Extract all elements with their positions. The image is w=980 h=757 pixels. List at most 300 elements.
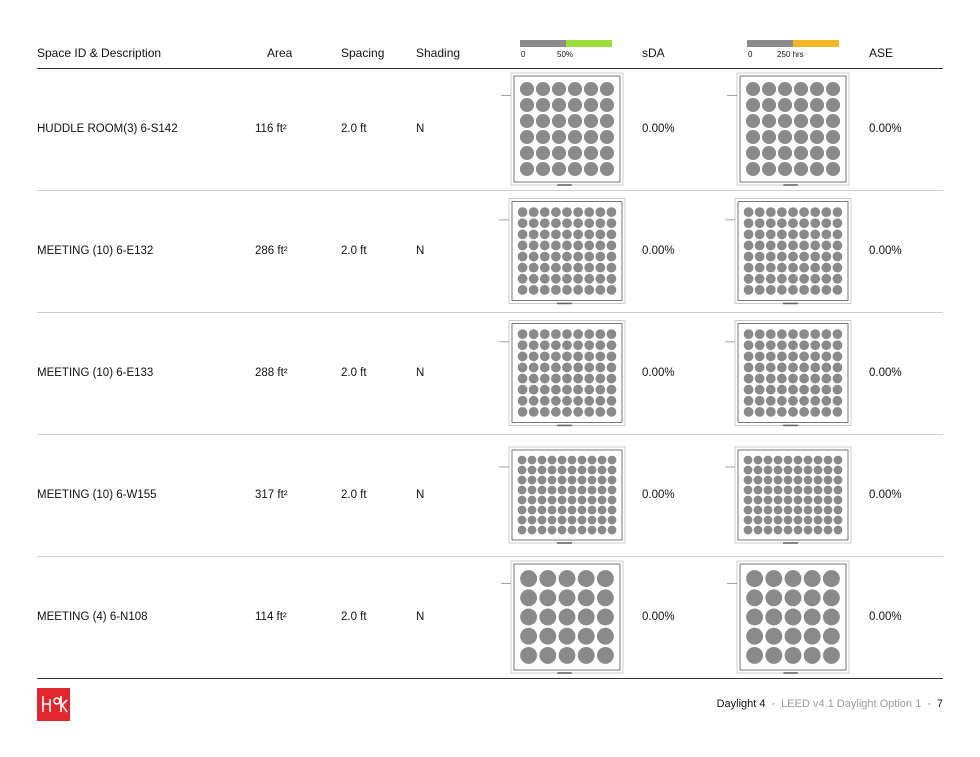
ase-value: 0.00% xyxy=(869,123,902,135)
sensor-point xyxy=(539,589,556,606)
sensor-point xyxy=(558,466,567,475)
sensor-point xyxy=(584,263,594,273)
sensor-point xyxy=(834,456,843,465)
sensor-point xyxy=(529,241,539,251)
sensor-point xyxy=(597,609,614,626)
sensor-point xyxy=(788,263,798,273)
sensor-point xyxy=(746,647,763,664)
sensor-point xyxy=(608,476,617,485)
sensor-point xyxy=(744,486,753,495)
sensor-point xyxy=(548,476,557,485)
sensor-point xyxy=(540,263,550,273)
sensor-point xyxy=(810,351,820,361)
sensor-point xyxy=(529,274,539,284)
sensor-point xyxy=(551,252,561,262)
ase-floor-plan xyxy=(723,312,863,434)
sda-value: 0.00% xyxy=(642,245,675,257)
sensor-point xyxy=(597,647,614,664)
sensor-point xyxy=(778,130,792,144)
sensor-point xyxy=(528,526,537,535)
sensor-point xyxy=(754,526,763,535)
sensor-point xyxy=(551,329,561,339)
sensor-point xyxy=(744,252,754,262)
sensor-point xyxy=(788,329,798,339)
sensor-point xyxy=(562,252,572,262)
sensor-point xyxy=(754,466,763,475)
shading-value: N xyxy=(416,611,425,623)
sensor-point xyxy=(814,466,823,475)
spacing-value: 2.0 ft xyxy=(341,367,367,379)
sensor-point xyxy=(573,252,583,262)
sensor-point xyxy=(595,363,605,373)
sensor-point xyxy=(821,263,831,273)
table-row xyxy=(37,434,943,557)
ase-floor-plan xyxy=(723,434,863,556)
sensor-point xyxy=(804,496,813,505)
sensor-point xyxy=(799,351,809,361)
sensor-point xyxy=(529,252,539,262)
sensor-point xyxy=(529,351,539,361)
sensor-point xyxy=(568,98,582,112)
sensor-point xyxy=(540,385,550,395)
sensor-point xyxy=(821,252,831,262)
sensor-point xyxy=(568,146,582,160)
sensor-point xyxy=(794,456,803,465)
ase-value: 0.00% xyxy=(869,489,902,501)
sensor-point xyxy=(518,229,528,239)
footer-separator: · xyxy=(771,698,776,710)
sensor-point xyxy=(568,456,577,465)
sensor-point xyxy=(588,516,597,525)
sensor-point xyxy=(764,476,773,485)
sensor-point xyxy=(788,340,798,350)
sensor-point xyxy=(529,340,539,350)
sensor-point xyxy=(788,229,798,239)
col-spacing-header: Spacing xyxy=(341,46,385,60)
sensor-point xyxy=(518,263,528,273)
sda-value: 0.00% xyxy=(642,611,675,623)
sensor-point xyxy=(766,363,776,373)
sensor-point xyxy=(777,218,787,228)
ase-legend-min: 0 xyxy=(748,50,753,59)
sensor-point xyxy=(608,456,617,465)
sensor-point xyxy=(562,351,572,361)
sensor-point xyxy=(518,466,527,475)
sensor-point xyxy=(794,486,803,495)
sensor-point xyxy=(598,496,607,505)
sensor-point xyxy=(766,396,776,406)
sensor-point xyxy=(810,329,820,339)
sensor-point xyxy=(518,374,528,384)
sensor-point xyxy=(744,374,754,384)
sensor-point xyxy=(799,329,809,339)
sensor-point xyxy=(584,385,594,395)
sda-floor-plan xyxy=(497,312,637,434)
sensor-point xyxy=(538,526,547,535)
sensor-point xyxy=(821,229,831,239)
sensor-point xyxy=(766,229,776,239)
sensor-point xyxy=(774,476,783,485)
sensor-point xyxy=(824,506,833,515)
sensor-point xyxy=(794,466,803,475)
sensor-point xyxy=(810,385,820,395)
sensor-point xyxy=(600,146,614,160)
sensor-point xyxy=(784,526,793,535)
sensor-point xyxy=(529,385,539,395)
sensor-point xyxy=(578,628,595,645)
sensor-point xyxy=(765,647,782,664)
sensor-point xyxy=(744,396,754,406)
sensor-point xyxy=(799,407,809,417)
sensor-point xyxy=(518,476,527,485)
sensor-point xyxy=(744,363,754,373)
sensor-point xyxy=(777,285,787,295)
sensor-point xyxy=(538,456,547,465)
sensor-point xyxy=(529,207,539,217)
sensor-point xyxy=(518,516,527,525)
sensor-point xyxy=(754,476,763,485)
sensor-point xyxy=(551,385,561,395)
sensor-point xyxy=(754,486,763,495)
sensor-point xyxy=(562,229,572,239)
sensor-point xyxy=(529,229,539,239)
sensor-point xyxy=(810,285,820,295)
sensor-point xyxy=(607,329,617,339)
sensor-point xyxy=(578,589,595,606)
sensor-point xyxy=(552,114,566,128)
sensor-point xyxy=(578,506,587,515)
sensor-point xyxy=(788,374,798,384)
sensor-point xyxy=(778,98,792,112)
sensor-point xyxy=(777,241,787,251)
sensor-point xyxy=(595,252,605,262)
sensor-point xyxy=(794,476,803,485)
footer-section: Daylight 4 xyxy=(716,698,766,710)
sensor-point xyxy=(814,476,823,485)
sensor-point xyxy=(777,229,787,239)
sensor-point xyxy=(744,218,754,228)
sensor-point xyxy=(799,207,809,217)
sensor-point xyxy=(598,456,607,465)
footer-breadcrumb xyxy=(717,698,943,710)
sensor-point xyxy=(562,374,572,384)
sensor-point xyxy=(764,456,773,465)
ase-floor-plan xyxy=(723,556,863,678)
sensor-point xyxy=(823,628,840,645)
sensor-point xyxy=(799,396,809,406)
sensor-point xyxy=(804,526,813,535)
sensor-point xyxy=(578,496,587,505)
sensor-point xyxy=(834,486,843,495)
sensor-point xyxy=(834,506,843,515)
sensor-point xyxy=(762,130,776,144)
sensor-point xyxy=(529,263,539,273)
ase-value: 0.00% xyxy=(869,611,902,623)
sensor-point xyxy=(529,218,539,228)
sensor-point xyxy=(834,496,843,505)
sensor-point xyxy=(540,274,550,284)
sensor-point xyxy=(562,329,572,339)
sensor-point xyxy=(810,114,824,128)
sensor-point xyxy=(595,374,605,384)
sensor-point xyxy=(744,207,754,217)
sensor-point xyxy=(536,114,550,128)
sensor-point xyxy=(551,241,561,251)
sensor-point xyxy=(536,146,550,160)
sensor-point xyxy=(558,476,567,485)
sensor-point xyxy=(799,340,809,350)
sensor-point xyxy=(794,162,808,176)
sensor-point xyxy=(777,274,787,284)
sensor-point xyxy=(799,252,809,262)
sensor-point xyxy=(529,329,539,339)
sensor-point xyxy=(536,82,550,96)
sensor-point xyxy=(764,496,773,505)
sensor-point xyxy=(584,218,594,228)
sensor-point xyxy=(584,241,594,251)
col-area-header: Area xyxy=(267,46,293,60)
ase-floor-plan xyxy=(723,190,863,312)
sensor-point xyxy=(538,476,547,485)
sensor-point xyxy=(821,385,831,395)
sensor-point xyxy=(744,285,754,295)
room-outer-wall xyxy=(735,447,851,543)
spacing-value: 2.0 ft xyxy=(341,123,367,135)
sensor-point xyxy=(540,374,550,384)
sensor-point xyxy=(528,466,537,475)
sensor-point xyxy=(600,114,614,128)
sensor-point xyxy=(518,407,528,417)
sensor-point xyxy=(595,351,605,361)
sensor-point xyxy=(573,396,583,406)
sensor-point xyxy=(540,252,550,262)
sensor-point xyxy=(824,466,833,475)
sensor-point xyxy=(558,456,567,465)
sda-value: 0.00% xyxy=(642,367,675,379)
sensor-point xyxy=(810,252,820,262)
sensor-point xyxy=(595,263,605,273)
sensor-point xyxy=(539,609,556,626)
sensor-point xyxy=(518,218,528,228)
sensor-point xyxy=(764,466,773,475)
col-shading-header: Shading xyxy=(416,46,461,60)
sensor-point xyxy=(766,274,776,284)
sensor-point xyxy=(597,589,614,606)
sensor-point xyxy=(584,114,598,128)
sensor-point xyxy=(785,609,802,626)
sensor-point xyxy=(520,589,537,606)
room-wall xyxy=(738,450,848,540)
sensor-point xyxy=(810,207,820,217)
sensor-point xyxy=(824,526,833,535)
sensor-point xyxy=(573,263,583,273)
sensor-point xyxy=(595,285,605,295)
sensor-point xyxy=(518,252,528,262)
sensor-point xyxy=(548,456,557,465)
sensor-point xyxy=(607,252,617,262)
sensor-point xyxy=(562,263,572,273)
sensor-point xyxy=(578,570,595,587)
sensor-point xyxy=(755,385,765,395)
sda-value: 0.00% xyxy=(642,489,675,501)
sensor-point xyxy=(744,407,754,417)
sensor-point xyxy=(539,628,556,645)
sensor-point xyxy=(744,340,754,350)
sensor-point xyxy=(804,486,813,495)
sensor-point xyxy=(552,162,566,176)
sensor-point xyxy=(821,241,831,251)
sensor-point xyxy=(559,589,576,606)
sensor-point xyxy=(518,285,528,295)
sensor-point xyxy=(518,329,528,339)
sensor-point xyxy=(578,486,587,495)
sensor-point xyxy=(568,82,582,96)
sensor-point xyxy=(588,526,597,535)
sensor-point xyxy=(799,263,809,273)
sensor-point xyxy=(788,274,798,284)
sensor-point xyxy=(518,486,527,495)
sensor-point xyxy=(799,374,809,384)
sensor-point xyxy=(568,476,577,485)
sensor-point xyxy=(568,162,582,176)
sensor-point xyxy=(777,407,787,417)
sensor-point xyxy=(573,407,583,417)
sensor-point xyxy=(588,456,597,465)
sensor-point xyxy=(774,516,783,525)
sensor-point xyxy=(573,229,583,239)
sensor-point xyxy=(766,329,776,339)
shading-value: N xyxy=(416,245,425,257)
sensor-point xyxy=(774,496,783,505)
sensor-point xyxy=(595,396,605,406)
sensor-point xyxy=(833,385,843,395)
sensor-point xyxy=(784,456,793,465)
sensor-point xyxy=(755,241,765,251)
sensor-point xyxy=(766,252,776,262)
sensor-point xyxy=(608,496,617,505)
sensor-point xyxy=(600,130,614,144)
space-id: MEETING (10) 6-E133 xyxy=(37,367,154,379)
sensor-point xyxy=(518,496,527,505)
sensor-point xyxy=(562,340,572,350)
sensor-point xyxy=(607,285,617,295)
sensor-point xyxy=(548,496,557,505)
sensor-point xyxy=(551,274,561,284)
sensor-point xyxy=(804,516,813,525)
sensor-point xyxy=(595,274,605,284)
sensor-point xyxy=(774,506,783,515)
sensor-point xyxy=(814,526,823,535)
sensor-point xyxy=(573,329,583,339)
sensor-point xyxy=(551,229,561,239)
sda-legend-high xyxy=(566,40,612,47)
sensor-point xyxy=(799,285,809,295)
sensor-point xyxy=(799,385,809,395)
sensor-point xyxy=(823,609,840,626)
sensor-point xyxy=(578,609,595,626)
sensor-point xyxy=(584,363,594,373)
ase-legend xyxy=(747,40,839,66)
sensor-point xyxy=(573,285,583,295)
sensor-point xyxy=(833,241,843,251)
sensor-point xyxy=(821,374,831,384)
sensor-point xyxy=(833,285,843,295)
ase-legend-bar xyxy=(747,40,839,47)
ase-legend-max: 250 hrs xyxy=(777,50,804,59)
sensor-point xyxy=(518,506,527,515)
sensor-point xyxy=(810,82,824,96)
sensor-point xyxy=(744,516,753,525)
sensor-point xyxy=(788,218,798,228)
sensor-point xyxy=(573,340,583,350)
sensor-point xyxy=(765,628,782,645)
sensor-point xyxy=(528,506,537,515)
sensor-point xyxy=(777,374,787,384)
sensor-point xyxy=(762,82,776,96)
sensor-point xyxy=(754,516,763,525)
sensor-point xyxy=(777,329,787,339)
sensor-point xyxy=(804,456,813,465)
sensor-point xyxy=(833,207,843,217)
sensor-point xyxy=(746,628,763,645)
sensor-point xyxy=(595,385,605,395)
sensor-point xyxy=(778,162,792,176)
sensor-point xyxy=(551,407,561,417)
sensor-point xyxy=(762,146,776,160)
sensor-point xyxy=(823,570,840,587)
sensor-point xyxy=(784,516,793,525)
sensor-point xyxy=(573,351,583,361)
sensor-point xyxy=(584,207,594,217)
sensor-point xyxy=(744,466,753,475)
sensor-point xyxy=(784,496,793,505)
sensor-point xyxy=(833,218,843,228)
sensor-point xyxy=(833,252,843,262)
col-ase-header: ASE xyxy=(869,46,894,60)
sensor-point xyxy=(833,396,843,406)
sensor-point xyxy=(520,82,534,96)
sensor-point xyxy=(540,407,550,417)
sensor-point xyxy=(764,516,773,525)
sensor-point xyxy=(552,130,566,144)
col-space-header: Space ID & Description xyxy=(37,46,162,60)
sensor-point xyxy=(559,609,576,626)
sensor-point xyxy=(540,396,550,406)
sensor-point xyxy=(765,589,782,606)
sensor-point xyxy=(794,526,803,535)
hok-logo xyxy=(37,688,70,721)
sensor-point xyxy=(764,526,773,535)
sensor-point xyxy=(548,516,557,525)
sensor-point xyxy=(788,363,798,373)
sensor-point xyxy=(754,506,763,515)
sensor-point xyxy=(518,207,528,217)
sensor-point xyxy=(551,374,561,384)
sensor-point xyxy=(588,466,597,475)
sensor-point xyxy=(810,263,820,273)
sensor-point xyxy=(826,130,840,144)
sensor-point xyxy=(821,274,831,284)
sensor-point xyxy=(548,526,557,535)
sensor-point xyxy=(766,351,776,361)
shading-value: N xyxy=(416,367,425,379)
sensor-point xyxy=(804,506,813,515)
sensor-point xyxy=(826,146,840,160)
table-row xyxy=(37,312,943,435)
sensor-point xyxy=(573,374,583,384)
sensor-point xyxy=(794,496,803,505)
sensor-point xyxy=(810,340,820,350)
